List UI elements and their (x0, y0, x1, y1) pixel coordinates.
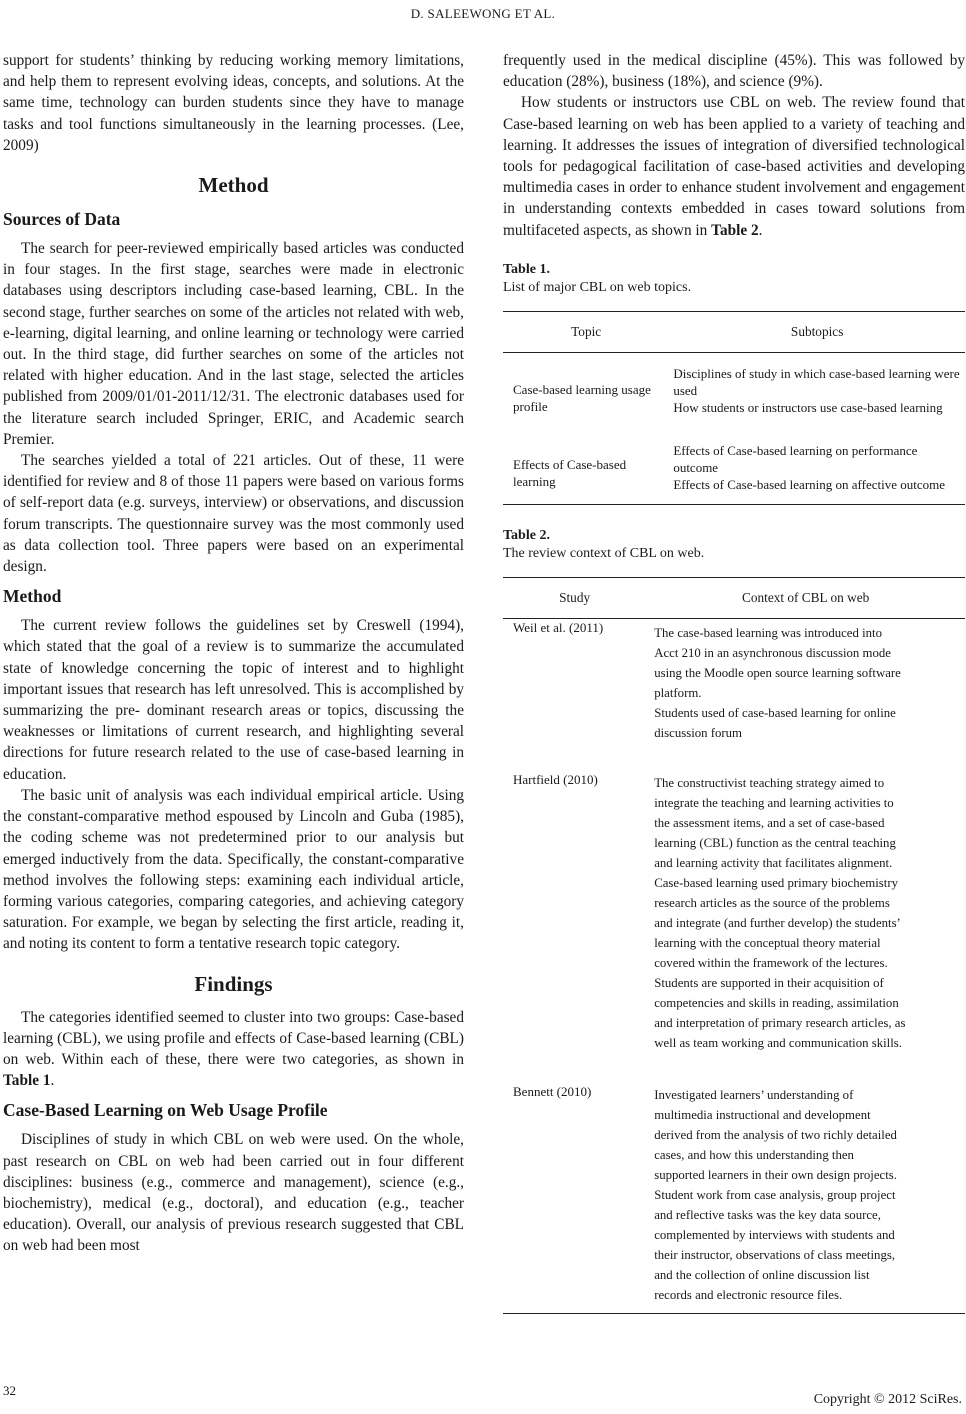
findings-heading: Findings (194, 971, 273, 996)
table2-context-line: learning (CBL) function as the central teaching (654, 835, 896, 850)
table2-context-line: cases, and how this understanding then (654, 1147, 854, 1162)
table-row (503, 416, 965, 505)
table2-study: Hartfield (2010) (513, 771, 598, 787)
table1-header-topic: Topic (503, 311, 669, 352)
table2-context (646, 1083, 965, 1314)
table-row (503, 618, 965, 771)
table2-context-line: learning with the conceptual theory material (654, 935, 881, 950)
how-paragraph (503, 92, 965, 240)
how-text: How students or instructors use CBL on web. The review found that Case-based learning on web has been applied to a variety of teaching and learning. It addresses the issues of integration of diversified technological tools for pedagogical facilitation of case-based activities and developing multimedia cases in order to enhance student involvement and engagement in understanding contexts embedded in cases toward solutions from multifaceted aspects, as shown in (503, 94, 965, 239)
table2-context-line: platform. (654, 685, 702, 700)
table-row (503, 771, 965, 1083)
table2-context-line: supported learners in their own design projects. (654, 1167, 897, 1182)
sources-paragraph-1: The search for peer-reviewed empirically based articles was conducted in four stages. In the first stage, searches were made in electronic databases using descriptors including case-based learning, CBL. In the second stage, further searches on some of the articles not related with web, e-learning, digital learning, and online learning or technology were carried out. In the third stage, did further searches on some of the articles not related with higher education. And in the last stage, selected the articles published from 2009/01/01-2011/12/31. The electronic databases used for the literature search included Springer, ERIC, and Academic search Premier. (3, 240, 464, 448)
table2-context-line: Students are supported in their acquisition of (654, 975, 884, 990)
method-paragraph-1: The current review follows the guidelines set by Creswell (1994), which stated that the goal of a review is to summarize the accumulated state of knowledge concerning the topic of interest and to highlight important issues that research has left unresolved. This is accomplished by summarizing the pre- dominant research areas or topics, discussing the weaknesses or limitations of current research, and highlighting several directions for future research related to the use of case-based learning in education. (3, 617, 464, 783)
table2-label: Table 2. (503, 527, 550, 543)
table2-caption (503, 527, 965, 563)
usage-paragraph: Disciplines of study in which CBL on web were used. On the whole, past research on CBL on web had been carried out in four different disciplines: business (e.g., commerce and management), science (e.g., biochemistry), medical (e.g., doctoral), and education (e.g., teacher education). Overall, our analysis of previous research suggested that CBL on web had been most (3, 1131, 464, 1255)
table2-context-line: and integrate (and further develop) the students’ (654, 915, 901, 930)
table2-context-line: records and electronic resource files. (654, 1287, 843, 1302)
table2-context-line: Case-based learning used primary biochemistry (654, 875, 898, 890)
table2-context-line: covered within the framework of the lectures. (654, 955, 888, 970)
findings-text: The categories identified seemed to cluster into two groups: Case-based learning (CBL), we using profile and effects of Case-based learning (CBL) on web. Within each of these, there were two categories, as shown in (3, 1008, 464, 1068)
table2-reference: Table 2 (711, 221, 759, 239)
table1-label: Table 1. (503, 261, 550, 277)
table1-subtopics (669, 416, 965, 505)
method-paragraph-2: The basic unit of analysis was each individual empirical article. Using the constant-comparative method espoused by Lincoln and Guba (1985), the coding scheme was not predetermined prior to our analysis but emerged inductively from the data. Specifically, the constant-comparative method involves the following steps: examining each individual article, forming various categories, comparing categories, and achieving category saturation. For example, we began by selecting the first article, reading it, and noting its content to form a tentative research topic category. (3, 786, 464, 953)
table1-header-subtopics: Subtopics (669, 311, 965, 352)
usage-profile-heading: Case-Based Learning on Web Usage Profile (3, 1100, 328, 1121)
table1-subtopic: Disciplines of study in which case-based learning were used (673, 365, 960, 398)
table2-context-line: well as team working and communication skills. (654, 1035, 902, 1050)
table2-context-line: competencies and skills in reading, assimilation (654, 995, 899, 1010)
table2-context-line: and learning activity that facilitates alignment. (654, 855, 893, 870)
table1-topic: Effects of Case-based learning (503, 416, 669, 505)
table2-context-line: Acct 210 in an asynchronous discussion mode (654, 645, 891, 660)
table-row (503, 1083, 965, 1314)
table2-context-line: Students used of case-based learning for online (654, 705, 896, 720)
findings-paragraph (3, 1007, 464, 1092)
table2-study: Weil et al. (2011) (513, 619, 604, 635)
table1 (503, 311, 965, 505)
table2-context-line: their instructor, observations of class meetings, (654, 1247, 896, 1262)
table2-header-study: Study (503, 577, 646, 618)
table1-reference: Table 1 (3, 1072, 51, 1090)
table1-subtopic: Effects of Case-based learning on performance outcome (673, 442, 918, 475)
copyright-notice: Copyright © 2012 SciRes. (813, 1392, 962, 1407)
method-subheading: Method (3, 586, 62, 607)
left-column (3, 50, 464, 1257)
table2-context-line: integrate the teaching and learning activities to (654, 795, 894, 810)
table2-context-line: and the collection of online discussion list (654, 1267, 870, 1282)
table1-caption (503, 261, 965, 297)
table2-context-line: using the Moodle open source learning software (654, 665, 901, 680)
table2-context-line: and interpretation of primary research articles, as (654, 1015, 906, 1030)
sources-heading: Sources of Data (3, 209, 121, 230)
table2-context-line: Investigated learners’ understanding of (654, 1087, 854, 1102)
table1-subtopic: How students or instructors use case-based learning (673, 399, 943, 415)
right-column (503, 50, 965, 1314)
table2-context-line: The case-based learning was introduced into (654, 625, 882, 640)
table2-context-line: research articles as the source of the problems (654, 895, 890, 910)
how-text-end: . (758, 221, 763, 239)
table1-title: List of major CBL on web topics. (503, 279, 692, 295)
page-number: 32 (3, 1383, 16, 1398)
table2-context-line: and reflective tasks was the key data source, (654, 1207, 881, 1222)
table2 (503, 577, 965, 1314)
continued-paragraph: frequently used in the medical discipline (45%). This was followed by education (28%), business (18%), and science (9%). (503, 52, 965, 91)
table2-context-line: the assessment items, and a set of case-based (654, 815, 885, 830)
method-heading: Method (198, 173, 269, 198)
table1-subtopics (669, 352, 965, 416)
table1-subtopic: Effects of Case-based learning on affective outcome (673, 476, 945, 492)
table-row (503, 352, 965, 416)
table2-header-context: Context of CBL on web (646, 577, 965, 618)
table2-context-line: multimedia instructional and development (654, 1107, 871, 1122)
findings-text-end: . (50, 1072, 55, 1090)
table2-context-line: Student work from case analysis, group project (654, 1187, 896, 1202)
table2-context (646, 618, 965, 771)
table2-context-line: derived from the analysis of two richly detailed (654, 1127, 897, 1142)
table2-context-line: The constructivist teaching strategy aimed to (654, 775, 885, 790)
table1-topic: Case-based learning usage profile (513, 381, 651, 414)
intro-paragraph: support for students’ thinking by reducing working memory limitations, and help them to represent evolving ideas, concepts, and solutions. At the same time, technology can burden students since they have to manage tasks and tool functions simultaneously in the learning processes. (Lee, 2009) (3, 52, 464, 154)
table2-study: Bennett (2010) (503, 1083, 646, 1314)
table2-context-line: discussion forum (654, 725, 743, 740)
running-head: D. SALEEWONG ET AL. (410, 6, 556, 21)
sources-paragraph-2: The searches yielded a total of 221 articles. Out of these, 11 were identified for review and 8 of those 11 papers were based on various forms of self-report data (e.g. surveys, interview) or observations, and discussion forum transcripts. The questionnaire survey was the most commonly used as data collection tool. Three papers were based on an experimental design. (3, 452, 464, 576)
table2-context (646, 771, 965, 1083)
table2-context-line: complemented by interviews with students and (654, 1227, 895, 1242)
table2-title: The review context of CBL on web. (503, 545, 705, 561)
